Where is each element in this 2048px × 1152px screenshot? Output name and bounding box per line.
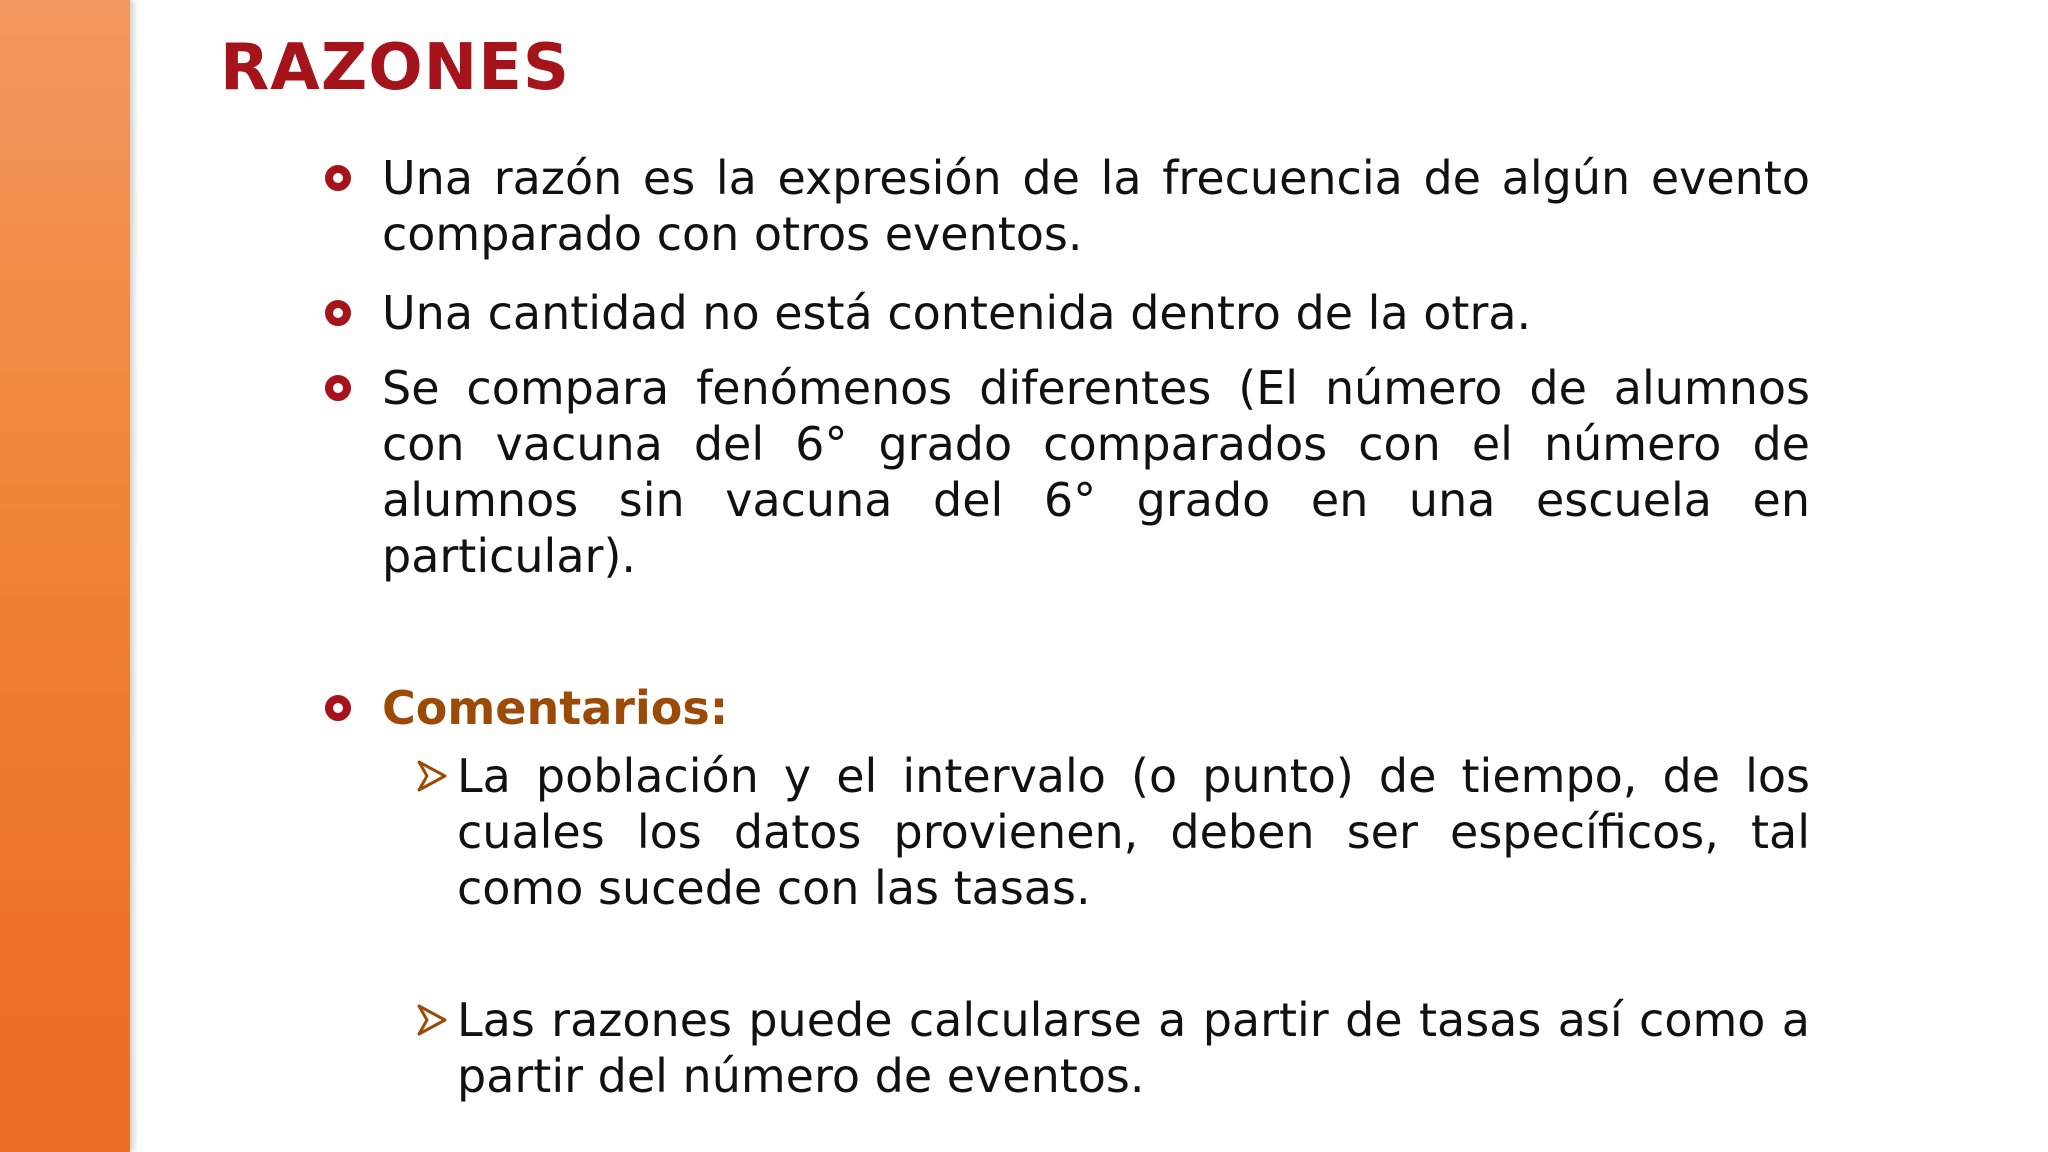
comments-heading: Comentarios: xyxy=(382,681,729,735)
hollow-circle-icon xyxy=(325,300,351,326)
bullet-item xyxy=(325,150,1810,262)
comment-text: La población y el intervalo (o punto) de tiempo, de los cuales los datos provienen, deben ser específicos, tal como sucede con las tasas. xyxy=(457,749,1810,915)
hollow-circle-icon xyxy=(325,375,351,401)
side-accent-bar xyxy=(0,0,130,1152)
hollow-circle-icon xyxy=(325,695,351,721)
bullet-item xyxy=(325,285,1810,341)
comment-item xyxy=(415,748,1810,916)
bullet-text: Una cantidad no está contenida dentro de la otra. xyxy=(382,286,1532,340)
bullet-item xyxy=(325,360,1810,584)
bullet-text: Se compara fenómenos diferentes (El número de alumnos con vacuna del 6° grado comparados con el número de alumnos sin vacuna del 6° grado en una escuela en particular). xyxy=(382,361,1810,583)
bullet-text: Una razón es la expresión de la frecuencia de algún evento comparado con otros eventos. xyxy=(382,151,1810,261)
comments-bullet xyxy=(325,680,1810,736)
arrowhead-icon xyxy=(415,756,449,796)
slide-title: RAZONES xyxy=(220,31,570,105)
hollow-circle-icon xyxy=(325,165,351,191)
comment-item xyxy=(415,992,1810,1104)
comment-text: Las razones puede calcularse a partir de tasas así como a partir del número de eventos. xyxy=(457,993,1810,1103)
arrowhead-icon xyxy=(415,1000,449,1040)
